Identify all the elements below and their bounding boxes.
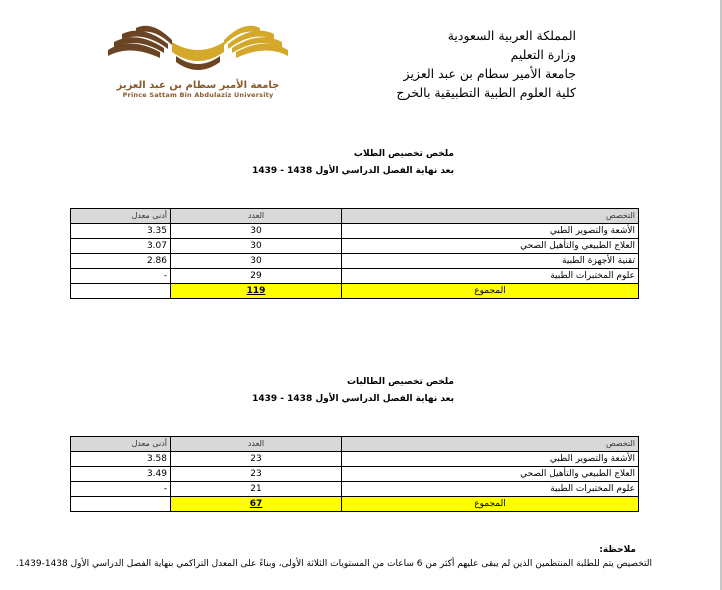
- table-row: [71, 254, 639, 269]
- min-gpa-cell: 2.86: [71, 254, 171, 269]
- table-header-row: [71, 437, 639, 452]
- letterhead: [396, 26, 576, 102]
- total-value: 67: [171, 497, 342, 512]
- table-row: [71, 452, 639, 467]
- count-cell: 30: [171, 224, 342, 239]
- university-logo: [100, 22, 296, 100]
- total-blank-cell: [71, 497, 171, 512]
- count-cell: 29: [171, 269, 342, 284]
- major-cell: علوم المختبرات الطبية: [342, 482, 639, 497]
- major-cell: علوم المختبرات الطبية: [342, 269, 639, 284]
- logo-arabic-name: جامعة الأمير سطام بن عبد العزيز: [116, 80, 280, 91]
- major-cell: الأشعة والتصوير الطبي: [342, 452, 639, 467]
- major-cell: العلاج الطبيعي والتأهيل الصحي: [342, 239, 639, 254]
- header-count: العدد: [171, 437, 342, 452]
- header-count: العدد: [171, 209, 342, 224]
- header-university: جامعة الأمير سطام بن عبد العزيز: [403, 66, 576, 81]
- count-cell: 30: [171, 254, 342, 269]
- book-logo-icon: [100, 22, 296, 82]
- logo-english-name: Prince Sattam Bin Abdulaziz University: [122, 91, 274, 99]
- count-cell: 23: [171, 452, 342, 467]
- min-gpa-cell: 3.49: [71, 467, 171, 482]
- female-section-subtitle: بعد نهاية الفصل الدراسي الأول 1438 - 1439: [252, 394, 454, 404]
- female-allocation-table: [70, 436, 639, 512]
- note-heading: ملاحظة:: [599, 545, 636, 555]
- header-kingdom: المملكة العربية السعودية: [447, 28, 576, 43]
- count-cell: 21: [171, 482, 342, 497]
- header-min-gpa: أدنى معدل: [71, 437, 171, 452]
- header-major: التخصص: [342, 209, 639, 224]
- table-row: [71, 224, 639, 239]
- table-row: [71, 482, 639, 497]
- header-min-gpa: أدنى معدل: [71, 209, 171, 224]
- total-row: [71, 284, 639, 299]
- male-section-title: ملخص تخصيص الطلاب: [353, 149, 454, 159]
- table-row: [71, 269, 639, 284]
- total-label: المجموع: [342, 497, 639, 512]
- female-section-title: ملخص تخصيص الطالبات: [346, 377, 454, 387]
- total-value: 119: [171, 284, 342, 299]
- min-gpa-cell: -: [71, 482, 171, 497]
- major-cell: الأشعة والتصوير الطبي: [342, 224, 639, 239]
- total-row: [71, 497, 639, 512]
- table-header-row: [71, 209, 639, 224]
- header-major: التخصص: [342, 437, 639, 452]
- table-row: [71, 239, 639, 254]
- note-text: التخصيص يتم للطلبة المنتظمين الذين لم يبقى عليهم أكثر من 6 ساعات من المستويات الثلاثة الأولى، وبناءً على المعدل التراكمي بنهاية الفصل الدراسي الأول 1438-1439.: [15, 559, 652, 569]
- major-cell: تقنية الأجهزة الطبية: [342, 254, 639, 269]
- min-gpa-cell: 3.35: [71, 224, 171, 239]
- min-gpa-cell: -: [71, 269, 171, 284]
- table-row: [71, 467, 639, 482]
- header-college: كلية العلوم الطبية التطبيقية بالخرج: [396, 85, 576, 100]
- header-ministry: وزارة التعليم: [510, 47, 576, 62]
- count-cell: 23: [171, 467, 342, 482]
- min-gpa-cell: 3.58: [71, 452, 171, 467]
- male-section-subtitle: بعد نهاية الفصل الدراسي الأول 1438 - 1439: [252, 166, 454, 176]
- total-blank-cell: [71, 284, 171, 299]
- male-allocation-table: [70, 208, 639, 299]
- major-cell: العلاج الطبيعي والتأهيل الصحي: [342, 467, 639, 482]
- total-label: المجموع: [342, 284, 639, 299]
- count-cell: 30: [171, 239, 342, 254]
- min-gpa-cell: 3.07: [71, 239, 171, 254]
